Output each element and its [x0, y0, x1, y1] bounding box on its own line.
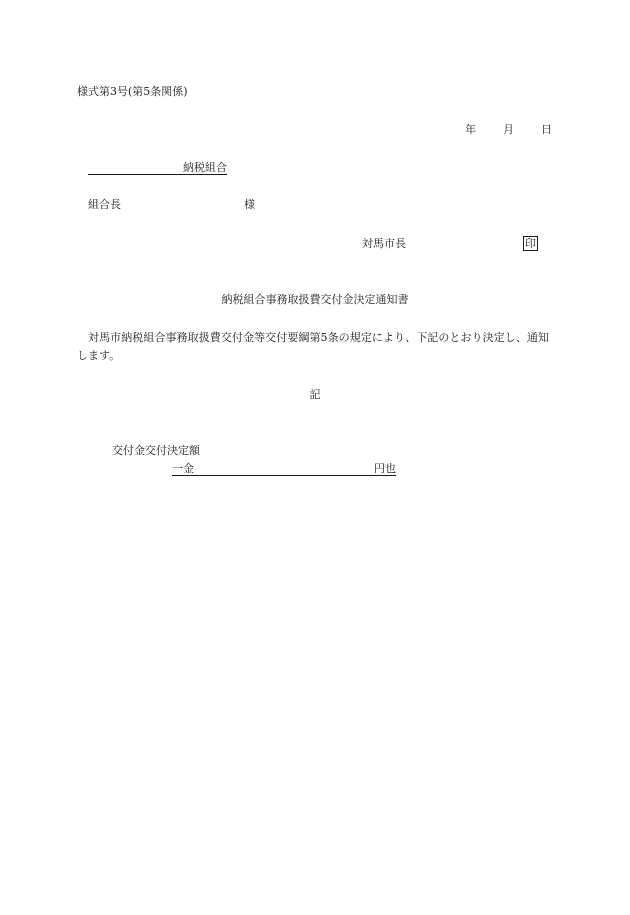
- honorific-label: 様: [244, 198, 255, 211]
- amount-suffix: 円也: [374, 462, 396, 475]
- amount-prefix: 一金: [172, 462, 194, 475]
- date-year-label: 年: [465, 123, 476, 136]
- chairman-label: 組合長: [88, 198, 121, 211]
- amount-line: [172, 462, 396, 476]
- union-name-blank: [88, 163, 183, 175]
- amount-label: 交付金交付決定額: [112, 444, 200, 457]
- ki-heading: 記: [309, 388, 321, 401]
- seal-mark: 印: [525, 237, 536, 250]
- date-line: [465, 123, 552, 136]
- sender-line: [362, 236, 538, 251]
- date-day-label: 日: [541, 123, 552, 136]
- date-month-label: 月: [503, 123, 514, 136]
- union-name-suffix: 納税組合: [183, 161, 227, 174]
- chairman-line: [88, 198, 255, 211]
- mayor-title: 対馬市長: [362, 237, 406, 250]
- document-body: 対馬市納税組合事務取扱費交付金等交付要綱第5条の規定により、下記のとおり決定し、通知します。: [77, 331, 549, 362]
- form-number: 様式第3号(第5条関係): [77, 85, 188, 98]
- document-title: 納税組合事務取扱費交付金決定通知書: [221, 293, 409, 306]
- union-name-line: [88, 161, 227, 175]
